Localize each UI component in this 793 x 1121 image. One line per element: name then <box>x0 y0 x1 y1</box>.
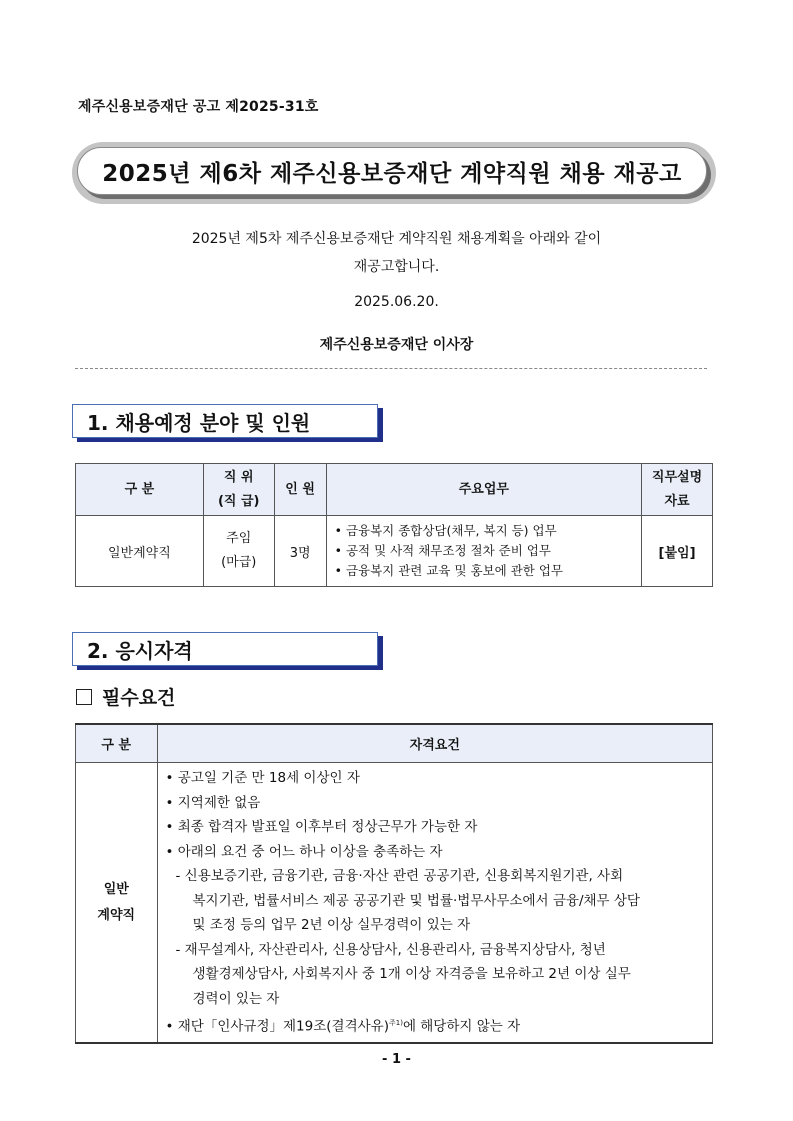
intro-line-1: 2025년 제5차 제주신용보증재단 계약직원 채용계획을 아래와 같이 <box>191 231 602 247</box>
header-headcount: 인 원 <box>274 464 326 516</box>
header-category: 구 분 <box>76 724 158 763</box>
required-heading-label: 필수요건 <box>102 687 176 709</box>
square-bullet-icon <box>76 689 92 705</box>
section-2-title: 2. 응시자격 <box>87 638 193 663</box>
cell-category-line1: 일반 <box>103 881 129 897</box>
divider <box>75 368 707 369</box>
sub2-line2: 생활경제상담사, 사회복지사 중 1개 이상 자격증을 보유하고 2년 이상 실무 <box>192 966 631 982</box>
requirement-sub-item-2 <box>166 938 706 1012</box>
intro-line-2: 재공고합니다. <box>353 259 440 275</box>
table-header-row <box>76 464 713 516</box>
positions-table <box>75 463 713 587</box>
header-grade <box>203 464 274 516</box>
duty-item: • 금융복지 관련 교육 및 홍보에 관한 업무 <box>334 563 563 578</box>
section-1-heading <box>72 404 378 438</box>
required-heading <box>76 683 175 710</box>
cell-category: 일반계약직 <box>76 516 204 587</box>
header-jd <box>642 464 713 516</box>
requirement-item: • 공고일 기준 만 18세 이상인 자 <box>165 770 360 786</box>
requirements-table <box>75 723 713 1044</box>
table-row <box>76 516 713 587</box>
cell-grade-line2: (마급) <box>221 555 257 570</box>
sub2-line1: - 재무설계사, 자산관리사, 신용상담사, 신용관리사, 금융복지상담사, 청년 <box>175 941 606 958</box>
header-jd-line2: 자료 <box>664 493 690 509</box>
header-category: 구 분 <box>76 464 204 516</box>
requirement-item: • 지역제한 없음 <box>165 794 261 811</box>
requirement-item: • 아래의 요건 중 어느 하나 이상을 충족하는 자 <box>165 843 443 860</box>
section-2-heading <box>72 632 378 666</box>
cell-grade-line1: 주임 <box>226 531 252 546</box>
duty-item: • 금융복지 종합상담(채무, 복지 등) 업무 <box>334 523 557 538</box>
last-item-suffix: 에 해당하지 않는 자 <box>402 1018 521 1035</box>
header-jd-line1: 직무설명 <box>651 469 703 485</box>
header-duties: 주요업무 <box>326 464 641 516</box>
notice-date: 2025.06.20. <box>354 294 439 310</box>
sub1-line3: 및 조정 등의 업무 2년 이상 실무경력이 있는 자 <box>192 917 471 933</box>
cell-grade <box>203 516 274 587</box>
table-row <box>76 763 713 1044</box>
cell-headcount: 3명 <box>274 516 326 587</box>
cell-category-line2: 계약직 <box>97 907 136 923</box>
signer: 제주신용보증재단 이사장 <box>319 337 474 353</box>
cell-requirements <box>157 763 712 1044</box>
duty-item: • 공적 및 사적 채무조정 절차 준비 업무 <box>334 543 551 558</box>
sub1-line2: 복지기관, 법률서비스 제공 공공기관 및 법률·법무사무소에서 금융/채무 상담 <box>192 892 640 909</box>
table-header-row <box>76 724 713 763</box>
requirement-item: • 최종 합격자 발표일 이후부터 정상근무가 가능한 자 <box>165 819 478 835</box>
title-banner <box>72 142 716 204</box>
requirement-item-last <box>166 1011 706 1039</box>
footnote-marker: 주1) <box>388 1019 403 1027</box>
last-item-prefix: • 재단「인사규정」제19조(결격사유) <box>165 1018 389 1035</box>
header-requirements: 자격요건 <box>157 724 712 763</box>
cell-duties <box>326 516 641 587</box>
header-grade-line1: 직 위 <box>223 469 254 485</box>
requirement-sub-item-1 <box>166 864 706 938</box>
notice-number: 제주신용보증재단 공고 제2025-31호 <box>78 99 319 115</box>
cell-jd-attachment: [붙임] <box>642 516 713 587</box>
sub1-line1: - 신용보증기관, 금융기관, 금융·자산 관련 공공기관, 신용회복지원기관, 사회 <box>175 868 624 884</box>
page-title: 2025년 제6차 제주신용보증재단 계약직원 채용 재공고 <box>77 147 707 195</box>
header-grade-line2: (직 급) <box>217 493 260 509</box>
sub2-line3: 경력이 있는 자 <box>192 990 280 1007</box>
page-number: - 1 - <box>382 1052 411 1067</box>
section-1-title: 1. 채용예정 분야 및 인원 <box>87 410 311 435</box>
cell-category <box>76 763 158 1044</box>
